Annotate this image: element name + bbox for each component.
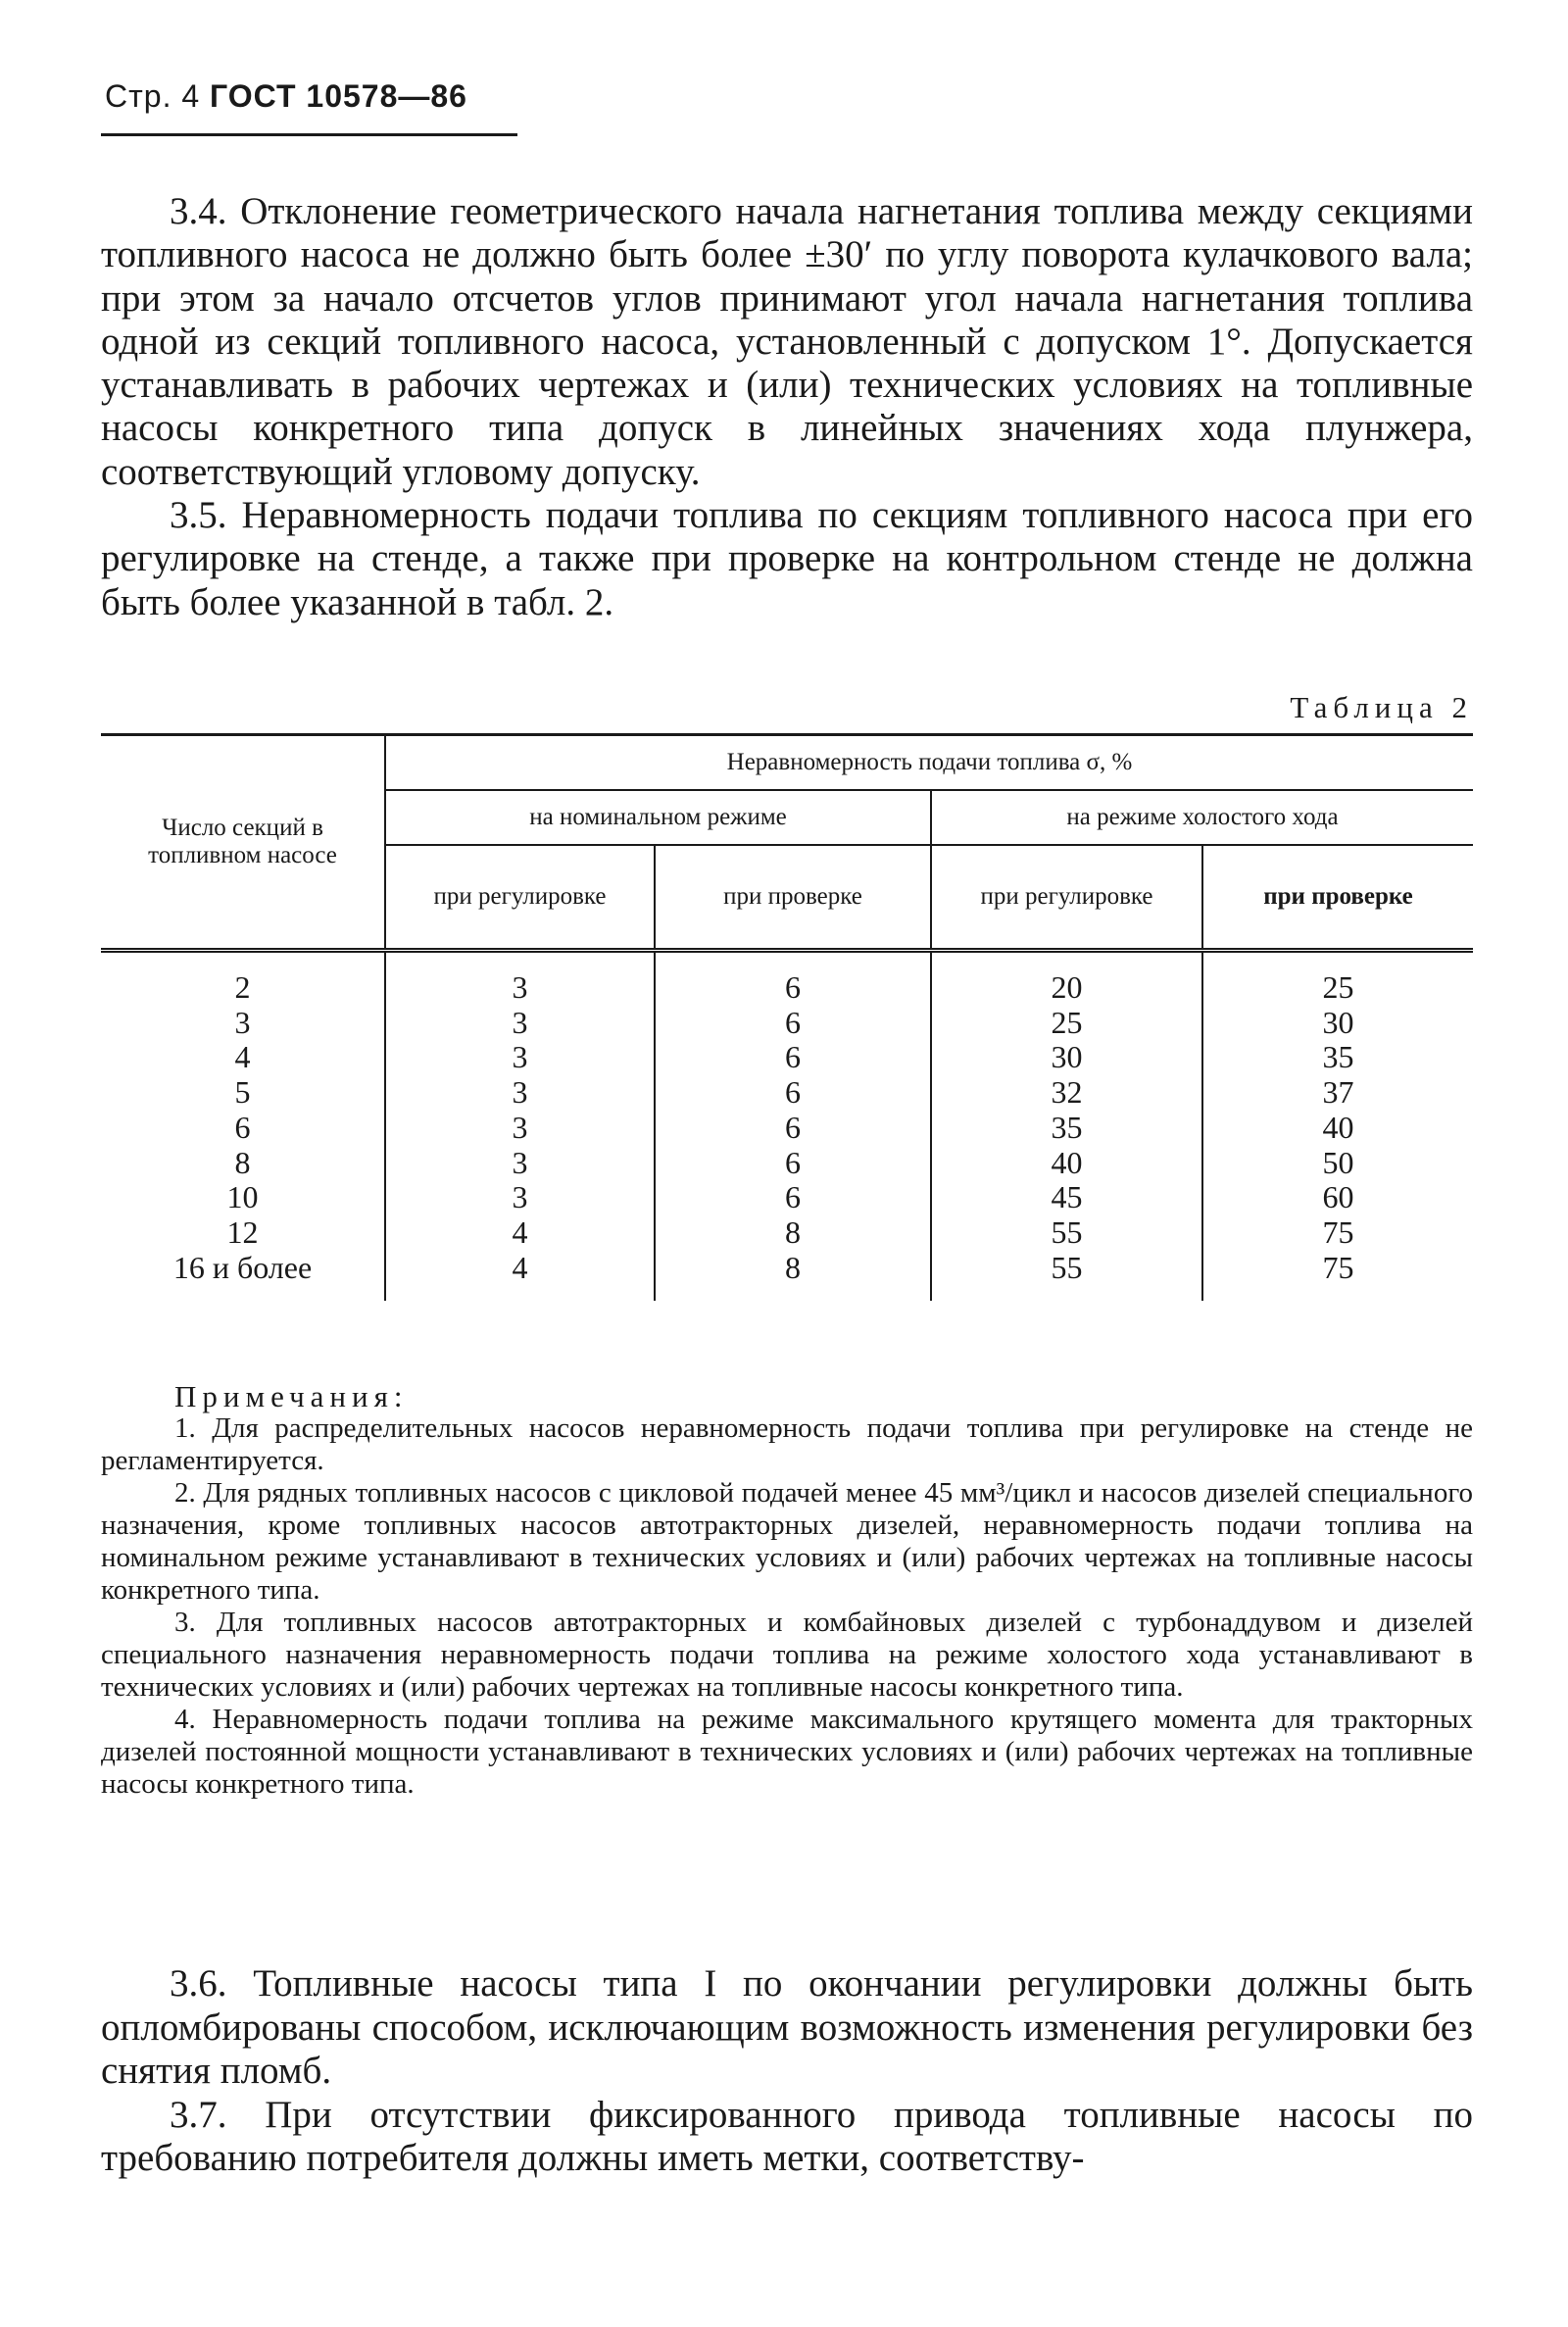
header-rule bbox=[101, 133, 517, 136]
table-cell: 3 bbox=[512, 1074, 528, 1111]
idle-adjust-column bbox=[931, 951, 1202, 1302]
idle-adjust-header: при регулировке bbox=[931, 845, 1202, 951]
table-cell: 6 bbox=[785, 1144, 801, 1180]
table-cell: 55 bbox=[1051, 1249, 1083, 1285]
table-cell: 5 bbox=[234, 1074, 251, 1111]
idle-check-column bbox=[1202, 951, 1473, 1302]
page-header bbox=[105, 78, 467, 115]
table-cell: 4 bbox=[234, 1039, 251, 1075]
table-cell: 3 bbox=[512, 1179, 528, 1215]
table-cell: 3 bbox=[512, 1144, 528, 1180]
table-cell: 4 bbox=[512, 1249, 528, 1285]
table-cell: 6 bbox=[785, 969, 801, 1005]
nominal-check-header: при проверке bbox=[655, 845, 931, 951]
table-cell: 12 bbox=[226, 1213, 259, 1250]
table-cell: 20 bbox=[1051, 969, 1083, 1005]
idle-mode-header: на режиме холостого хода bbox=[931, 790, 1473, 845]
table-cell: 6 bbox=[785, 1179, 801, 1215]
table-cell: 3 bbox=[234, 1004, 251, 1040]
nominal-mode-header: на номинальном режиме bbox=[385, 790, 931, 845]
paragraph-3-4: 3.4. Отклонение геометрического начала нагнетания топлива между секциями топливного насоса не должно быть более ±30′ по углу поворота кулачкового вала; при этом за начало отсчетов углов принимают угол начала нагнетания топлива одной из секций топливного насоса, установленный с допуском 1°. Допускается устанавливать в рабочих чертежах и (или) технических условиях на топливные насосы конкретного типа допуск в линейных значениях хода плунжера, соответствующий угловому допуску. bbox=[101, 190, 1473, 493]
table-cell: 8 bbox=[785, 1249, 801, 1285]
table-cell: 10 bbox=[226, 1179, 259, 1215]
table-cell: 60 bbox=[1322, 1179, 1354, 1215]
table-cell: 16 и более bbox=[172, 1249, 313, 1285]
table-cell: 3 bbox=[512, 1004, 528, 1040]
table-cell: 35 bbox=[1051, 1109, 1083, 1145]
table-cell: 30 bbox=[1322, 1004, 1354, 1040]
table-cell: 8 bbox=[234, 1144, 251, 1180]
table-cell: 50 bbox=[1322, 1144, 1354, 1180]
paragraph-3-6: 3.6. Топливные насосы типа I по окончании регулировки должны быть опломбированы способом, исключающим возможность изменения регулировки без снятия пломб. bbox=[101, 1962, 1473, 2092]
table-cell: 37 bbox=[1322, 1074, 1354, 1111]
table-cell: 2 bbox=[234, 969, 251, 1005]
table-cell: 6 bbox=[785, 1074, 801, 1111]
paragraph-3-7: 3.7. При отсутствии фиксированного привода топливные насосы по требованию потребителя должны иметь метки, соответству- bbox=[101, 2093, 1473, 2179]
main-text bbox=[101, 190, 1473, 624]
table-cell: 6 bbox=[785, 1039, 801, 1075]
table-cell: 6 bbox=[234, 1109, 251, 1145]
standard-number: ГОСТ 10578—86 bbox=[210, 78, 467, 114]
note-2: 2. Для рядных топливных насосов с цикловой подачей менее 45 мм³/цикл и насосов дизелей специального назначения, кроме топливных насосов автотракторных дизелей, неравномерность подачи топлива на номинальном режиме устанавливают в технических условиях и (или) рабочих чертежах на топливные насосы конкретного типа. bbox=[101, 1477, 1473, 1606]
table-cell: 25 bbox=[1051, 1004, 1083, 1040]
nominal-check-column bbox=[655, 951, 931, 1302]
sections-header: Число секций в топливном насосе bbox=[101, 735, 385, 951]
table-cell: 32 bbox=[1051, 1074, 1083, 1111]
notes-block bbox=[101, 1380, 1473, 1801]
uniformity-table bbox=[101, 733, 1473, 1301]
idle-check-header: при проверке bbox=[1202, 845, 1473, 951]
table-cell: 75 bbox=[1322, 1213, 1354, 1250]
sections-column bbox=[101, 951, 385, 1302]
table-cell: 4 bbox=[512, 1213, 528, 1250]
table-cell: 35 bbox=[1322, 1039, 1354, 1075]
table-cell: 40 bbox=[1051, 1144, 1083, 1180]
note-4: 4. Неравномерность подачи топлива на режиме максимального крутящего момента для тракторных дизелей постоянной мощности устанавливают в технических условиях и (или) рабочих чертежах на топливные насосы конкретного типа. bbox=[101, 1704, 1473, 1800]
table-cell: 6 bbox=[785, 1109, 801, 1145]
table-cell: 6 bbox=[785, 1004, 801, 1040]
table-cell: 40 bbox=[1322, 1109, 1354, 1145]
table-cell: 55 bbox=[1051, 1213, 1083, 1250]
paragraph-3-5: 3.5. Неравномерность подачи топлива по секциям топливного насоса при его регулировке на стенде, а также при проверке на контрольном стенде не должна быть более указанной в табл. 2. bbox=[101, 494, 1473, 623]
table-cell: 30 bbox=[1051, 1039, 1083, 1075]
table-cell: 3 bbox=[512, 969, 528, 1005]
table-caption: Таблица 2 bbox=[1290, 690, 1473, 724]
table-cell: 3 bbox=[512, 1109, 528, 1145]
nominal-adjust-header: при регулировке bbox=[385, 845, 655, 951]
tail-text bbox=[101, 1962, 1473, 2181]
table-cell: 3 bbox=[512, 1039, 528, 1075]
notes-title: Примечания: bbox=[174, 1379, 409, 1413]
table-cell: 8 bbox=[785, 1213, 801, 1250]
note-3: 3. Для топливных насосов автотракторных и комбайновых дизелей с турбонаддувом и дизелей специального назначения неравномерность подачи топлива на режиме холостого хода устанавливают в технических условиях и (или) рабочих чертежах на топливные насосы конкретного типа. bbox=[101, 1607, 1473, 1703]
note-1: 1. Для распределительных насосов неравномерность подачи топлива при регулировке на стенде не регламентируется. bbox=[101, 1412, 1473, 1476]
page-label: Стр. 4 bbox=[105, 78, 201, 114]
group-header: Неравномерность подачи топлива σ, % bbox=[385, 735, 1473, 790]
table-cell: 25 bbox=[1322, 969, 1354, 1005]
nominal-adjust-column bbox=[385, 951, 655, 1302]
table-cell: 45 bbox=[1051, 1179, 1083, 1215]
table-cell: 75 bbox=[1322, 1249, 1354, 1285]
